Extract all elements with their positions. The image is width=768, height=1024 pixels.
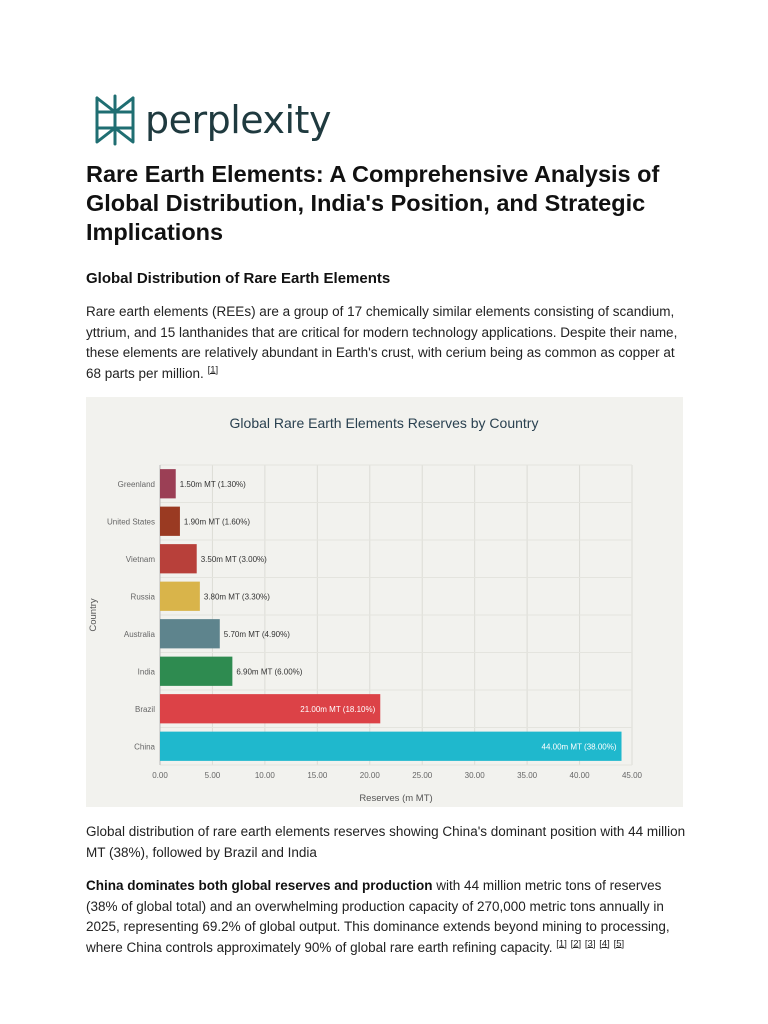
citation-link[interactable]: [4] — [599, 938, 610, 949]
data-label: 5.70m MT (4.90%) — [223, 629, 290, 639]
chart-caption: Global distribution of rare earth elements reserves showing China's dominant position with 44 million MT (38%), followed by Brazil and India — [86, 824, 686, 860]
x-tick-label: 20.00 — [359, 771, 380, 780]
perplexity-logo-icon — [93, 94, 137, 146]
y-tick-label: Australia — [123, 629, 155, 639]
brand-logo[interactable] — [93, 94, 331, 146]
intro-text: Rare earth elements (REEs) are a group of 17 chemically similar elements consisting of scandium, yttrium, and 15 lanthanides that are critical for modern technology applications. Despite their name, these elements are relatively abundant in Earth's crust, with cerium being as common as copper at 68 parts per million. — [86, 304, 678, 381]
bar-united-states — [160, 507, 180, 536]
y-tick-label: United States — [106, 517, 155, 527]
y-tick-label: Greenland — [117, 479, 155, 489]
bar-russia — [160, 582, 200, 611]
china-bold-lead: China dominates both global reserves and production — [86, 878, 433, 893]
brand-name: perplexity — [145, 98, 331, 142]
reserves-chart-svg — [86, 397, 683, 807]
china-text: with 44 million metric tons of reserves (38% of global total) and an overwhelming production capacity of 270,000 metric tons annually in 2025, representing 69.2% of global output. This dominance extends beyond mining to processing, where China controls approximately 90% of global rare earth refining capacity. — [86, 878, 670, 955]
citation-link[interactable]: [5] — [613, 938, 625, 949]
citation-link[interactable]: [2] — [570, 938, 582, 949]
y-axis-label: Country — [88, 598, 99, 632]
data-label: 44.00m MT (38.00%) — [541, 742, 617, 752]
x-tick-label: 15.00 — [307, 771, 328, 780]
citation-link[interactable]: [3] — [584, 938, 596, 949]
y-tick-label: Brazil — [134, 704, 155, 714]
intro-paragraph — [86, 302, 686, 384]
x-tick-label: 35.00 — [517, 771, 538, 780]
bar-australia — [160, 619, 220, 648]
citation-link[interactable]: [1] — [207, 364, 219, 375]
x-axis-label: Reserves (m MT) — [359, 793, 433, 804]
y-tick-label: Vietnam — [125, 554, 155, 564]
section-heading: Global Distribution of Rare Earth Elements — [86, 270, 391, 287]
data-label: 1.90m MT (1.60%) — [183, 517, 251, 527]
citation-link[interactable]: [1] — [556, 938, 567, 949]
x-tick-label: 30.00 — [464, 771, 485, 780]
bar-india — [160, 657, 232, 686]
y-tick-label: Russia — [130, 592, 155, 602]
x-tick-label: 25.00 — [412, 771, 433, 780]
china-paragraph — [86, 876, 686, 958]
x-tick-label: 40.00 — [569, 771, 590, 780]
page-title: Rare Earth Elements: A Comprehensive Analysis of Global Distribution, India's Position, and Strategic Implications — [86, 161, 660, 245]
data-label: 3.80m MT (3.30%) — [203, 592, 270, 602]
data-label: 3.50m MT (3.00%) — [200, 554, 267, 564]
data-label: 6.90m MT (6.00%) — [236, 667, 303, 677]
x-tick-label: 10.00 — [254, 771, 275, 780]
data-label: 1.50m MT (1.30%) — [179, 479, 246, 489]
bar-vietnam — [160, 544, 197, 573]
y-tick-label: India — [137, 667, 155, 677]
chart-title: Global Rare Earth Elements Reserves by Country — [229, 415, 539, 431]
x-tick-label: 45.00 — [621, 771, 643, 780]
bar-greenland — [160, 469, 176, 498]
x-tick-label: 5.00 — [204, 771, 221, 780]
y-tick-label: China — [134, 742, 155, 752]
data-label: 21.00m MT (18.10%) — [300, 704, 376, 714]
x-tick-label: 0.00 — [152, 771, 168, 780]
reserves-chart — [86, 397, 683, 807]
citation-group — [553, 940, 625, 955]
